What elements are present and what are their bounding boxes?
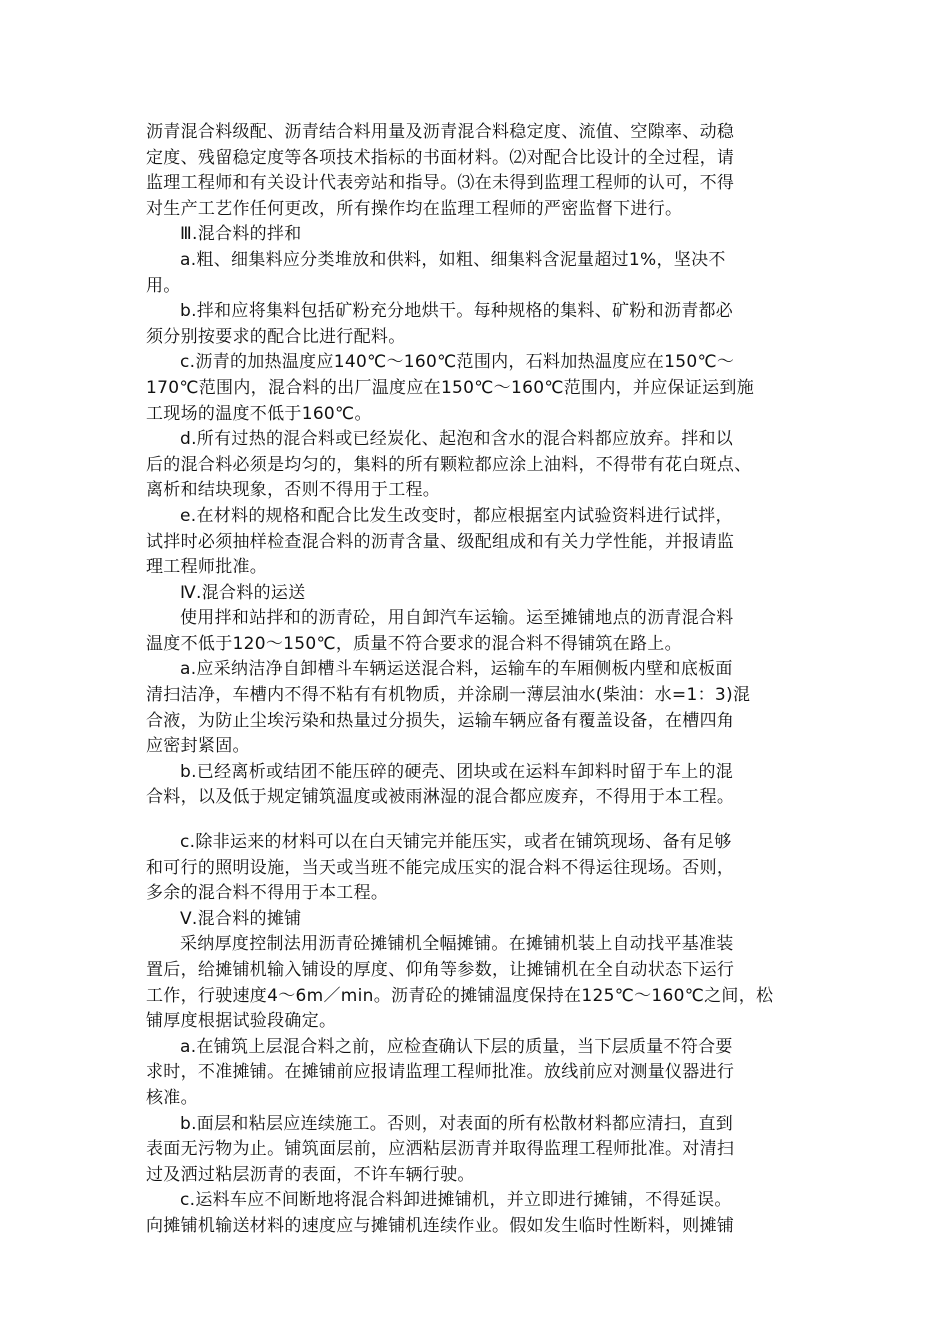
text-line: 理工程师批准。 bbox=[146, 557, 268, 578]
text-line: b.已经离析或结团不能压碎的硬壳、团块或在运料车卸料时留于车上的混 bbox=[180, 761, 734, 782]
text-line: 须分别按要求的配合比进行配料。 bbox=[146, 326, 406, 347]
text-line: 多余的混合料不得用于本工程。 bbox=[146, 883, 389, 904]
text-line: 合液，为防止尘埃污染和热量过分损失，运输车辆应备有覆盖设备，在槽四角 bbox=[146, 710, 735, 731]
text-line: 置后，给摊铺机输入铺设的厚度、仰角等参数，让摊铺机在全自动状态下运行 bbox=[146, 960, 735, 980]
text-line: 对生产工艺作任何更改，所有操作均在监理工程师的严密监督下进行。 bbox=[146, 198, 683, 219]
text-line: c.运料车应不间断地将混合料卸进摊铺机，并立即进行摊铺，不得延误。 bbox=[180, 1190, 732, 1211]
text-line: Ⅴ.混合料的摊铺 bbox=[180, 908, 302, 929]
text-line: 清扫洁净，车槽内不得不粘有有机物质，并涂刷一薄层油水(柴油：水=1：3)混 bbox=[146, 685, 751, 706]
text-line: 求时，不准摊铺。在摊铺前应报请监理工程师批准。放线前应对测量仪器进行 bbox=[146, 1062, 735, 1083]
text-line: c.除非运来的材料可以在白天铺完并能压实，或者在铺筑现场、备有足够 bbox=[180, 832, 732, 853]
document-page bbox=[146, 120, 816, 1240]
text-line: e.在材料的规格和配合比发生改变时，都应根据室内试验资料进行试拌， bbox=[180, 505, 733, 526]
text-line: 表面无污物为止。铺筑面层前，应洒粘层沥青并取得监理工程师批准。对清扫 bbox=[146, 1139, 735, 1160]
text-line: 后的混合料必须是均匀的，集料的所有颗粒都应涂上油料，不得带有花白斑点、 bbox=[146, 454, 752, 475]
text-line: a.在铺筑上层混合料之前，应检查确认下层的质量，当下层质量不符合要 bbox=[180, 1036, 733, 1057]
text-line: 离析和结块现象，否则不得用于工程。 bbox=[146, 480, 441, 501]
text-line: 监理工程师和有关设计代表旁站和指导。⑶在未得到监理工程师的认可，不得 bbox=[146, 173, 735, 194]
text-line: 和可行的照明设施，当天或当班不能完成压实的混合料不得运往现场。否则， bbox=[146, 857, 735, 878]
text-line: 沥青混合料级配、沥青结合料用量及沥青混合料稳定度、流值、空隙率、动稳 bbox=[146, 122, 735, 142]
text-line: 试拌时必须抽样检查混合料的沥青含量、级配组成和有关力学性能，并报请监 bbox=[146, 531, 735, 552]
text-line: 使用拌和站拌和的沥青砼，用自卸汽车运输。运至摊铺地点的沥青混合料 bbox=[180, 608, 734, 629]
text-line: b.面层和粘层应连续施工。否则，对表面的所有松散材料都应清扫，直到 bbox=[180, 1113, 734, 1134]
text-line: 向摊铺机输送材料的速度应与摊铺机连续作业。假如发生临时性断料，则摊铺 bbox=[146, 1215, 735, 1236]
text-line: 核准。 bbox=[146, 1087, 198, 1108]
text-line: 合料，以及低于规定铺筑温度或被雨淋湿的混合都应废弃，不得用于本工程。 bbox=[146, 787, 735, 808]
paragraph-gap bbox=[146, 811, 816, 830]
text-line: Ⅳ.混合料的运送 bbox=[180, 582, 306, 603]
text-line: 铺厚度根据试验段确定。 bbox=[146, 1011, 337, 1032]
text-line: 用。 bbox=[146, 275, 181, 296]
text-line: Ⅲ.混合料的拌和 bbox=[180, 224, 302, 245]
text-line: 工现场的温度不低于160℃。 bbox=[146, 403, 372, 424]
text-line: 工作，行驶速度4～6m／min。沥青砼的摊铺温度保持在125℃～160℃之间，松 bbox=[146, 985, 774, 1006]
text-line: b.拌和应将集料包括矿粉充分地烘干。每种规格的集料、矿粉和沥青都必 bbox=[180, 301, 734, 322]
text-line: 定度、残留稳定度等各项技术指标的书面材料。⑵对配合比设计的全过程，请 bbox=[146, 147, 735, 168]
text-line: d.所有过热的混合料或已经炭化、起泡和含水的混合料都应放弃。拌和以 bbox=[180, 429, 734, 450]
text-line: 温度不低于120～150℃，质量不符合要求的混合料不得铺筑在路上。 bbox=[146, 633, 682, 654]
text-line: a.粗、细集料应分类堆放和供料，如粗、细集料含泥量超过1%，坚决不 bbox=[180, 249, 726, 270]
text-line: 采纳厚度控制法用沥青砼摊铺机全幅摊铺。在摊铺机装上自动找平基准装 bbox=[180, 934, 734, 955]
text-line: a.应采纳洁净自卸槽斗车辆运送混合料，运输车的车厢侧板内壁和底板面 bbox=[180, 659, 733, 680]
text-line: 应密封紧固。 bbox=[146, 736, 250, 757]
text-line: 170℃范围内，混合料的出厂温度应在150℃～160℃范围内，并应保证运到施 bbox=[146, 377, 755, 398]
text-line: 过及洒过粘层沥青的表面，不许车辆行驶。 bbox=[146, 1164, 475, 1185]
text-line: c.沥青的加热温度应140℃～160℃范围内，石料加热温度应在150℃～ bbox=[180, 352, 735, 373]
